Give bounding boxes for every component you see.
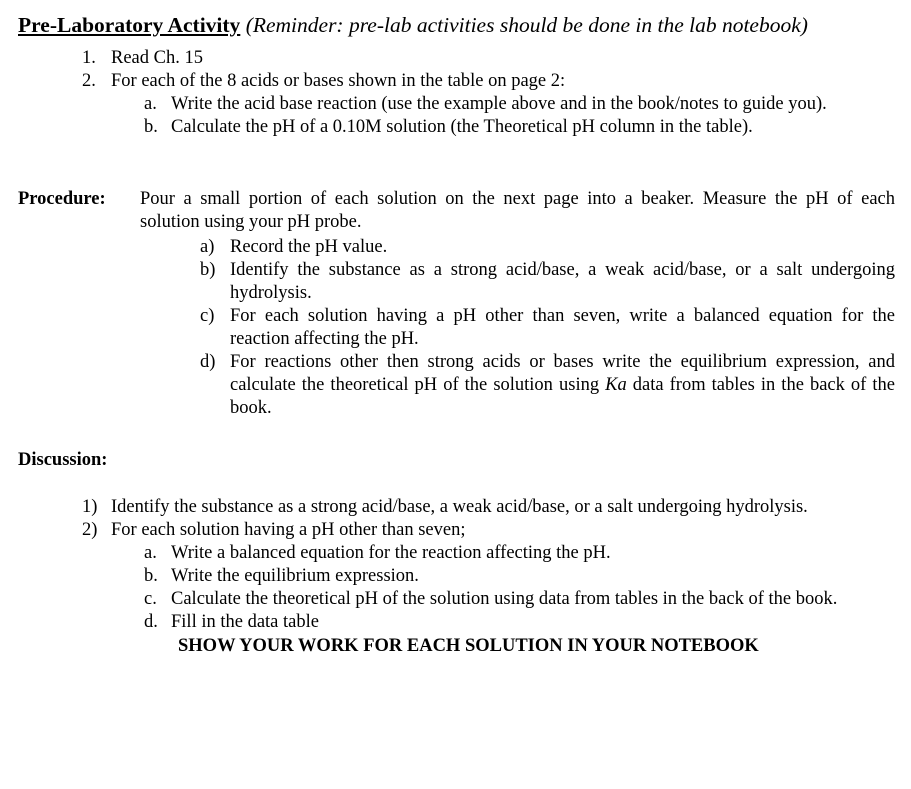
discussion-label: Discussion: [18,450,108,470]
prelab-item-1-marker: 1. [82,48,96,68]
discussion-item-1-marker: 1) [82,497,98,517]
prelab-title: Pre-Laboratory Activity [18,13,241,37]
prelab-subitem-b-text: Calculate the pH of a 0.10M solution (the Theoretical pH column in the table). [171,117,753,137]
discussion-subitem-b-marker: b. [144,566,158,586]
procedure-step-d-line-2 [230,374,895,397]
procedure-step-c-line-1: For each solution having a pH other than seven, write a balanced equation for the [230,306,895,326]
procedure-step-b-marker: b) [200,260,216,280]
discussion-subitem-c-marker: c. [144,589,157,609]
prelab-subitem-b-marker: b. [144,117,158,137]
procedure-step-d-marker: d) [200,352,216,372]
prelab-item-2-text: For each of the 8 acids or bases shown in the table on page 2: [111,71,566,91]
prelab-reminder: (Reminder: pre-lab activities should be done in the lab notebook) [240,13,808,37]
prelab-subitem-a-text: Write the acid base reaction (use the example above and in the book/notes to guide you). [171,94,827,114]
procedure-step-d-line-2-pre: calculate the theoretical pH of the solution using [230,375,606,395]
discussion-subitem-c-text: Calculate the theoretical pH of the solution using data from tables in the back of the book. [171,589,838,609]
procedure-step-c-line-2: reaction affecting the pH. [230,329,419,349]
procedure-step-d-line-1: For reactions other then strong acids or bases write the equilibrium expression, and [230,352,895,372]
procedure-step-a-text: Record the pH value. [230,237,388,257]
ka-term: Ka [605,375,627,395]
procedure-intro-line-2: solution using your pH probe. [140,212,362,232]
prelab-heading [18,12,808,38]
procedure-label: Procedure: [18,189,106,209]
discussion-subitem-b-text: Write the equilibrium expression. [171,566,419,586]
procedure-step-d-line-3: book. [230,398,272,418]
discussion-subitem-d-marker: d. [144,612,158,632]
show-work-emphasis: SHOW YOUR WORK FOR EACH SOLUTION IN YOUR NOTEBOOK [178,636,759,656]
procedure-step-d-line-2-post: data from tables in the back of the [626,375,895,395]
discussion-subitem-a-text: Write a balanced equation for the reaction affecting the pH. [171,543,611,563]
prelab-item-2-marker: 2. [82,71,96,91]
prelab-item-1-text: Read Ch. 15 [111,48,203,68]
procedure-intro-line-1: Pour a small portion of each solution on the next page into a beaker. Measure the pH of each [140,189,895,209]
discussion-subitem-d-text: Fill in the data table [171,612,319,632]
discussion-item-1-text: Identify the substance as a strong acid/base, a weak acid/base, or a salt undergoing hydrolysis. [111,497,808,517]
procedure-step-b-line-2: hydrolysis. [230,283,312,303]
prelab-subitem-a-marker: a. [144,94,157,114]
procedure-step-a-marker: a) [200,237,215,257]
procedure-step-b-line-1: Identify the substance as a strong acid/base, a weak acid/base, or a salt undergoing [230,260,895,280]
procedure-step-c-marker: c) [200,306,215,326]
discussion-subitem-a-marker: a. [144,543,157,563]
discussion-item-2-marker: 2) [82,520,98,540]
discussion-item-2-text: For each solution having a pH other than seven; [111,520,466,540]
